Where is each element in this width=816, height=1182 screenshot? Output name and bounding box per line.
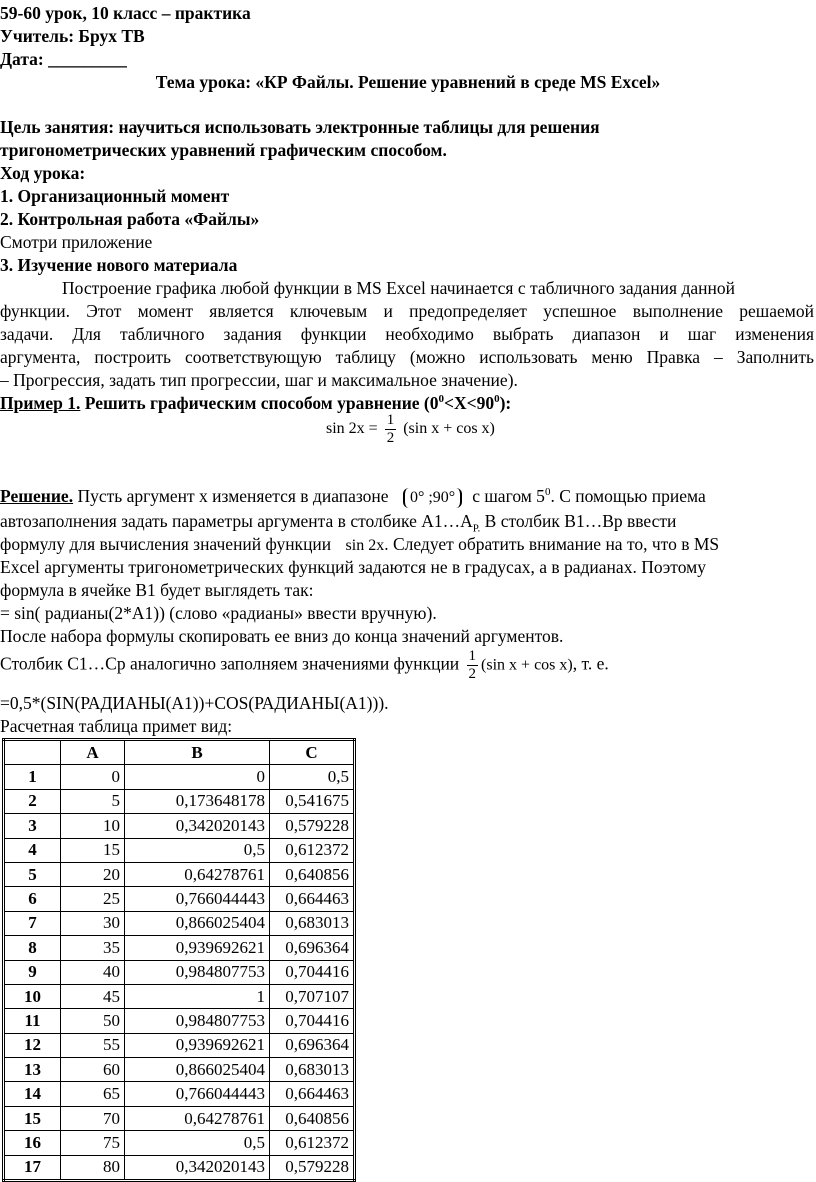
table-row [4, 862, 355, 886]
range-expression: 0° ;90° [403, 488, 462, 508]
table-row [4, 911, 355, 935]
table-row [4, 1106, 355, 1130]
solution-l1c: . С помощью приема [550, 486, 706, 506]
column-c-cell: 0,704416 [270, 1009, 355, 1033]
equation [326, 412, 495, 447]
table-row [4, 1155, 355, 1180]
column-b-cell: 0,984807753 [125, 960, 270, 984]
row-number-cell: 11 [4, 1009, 61, 1033]
table-row [4, 1058, 355, 1082]
row-number-cell: 17 [4, 1155, 61, 1180]
table-row [4, 765, 355, 789]
column-a-cell: 60 [61, 1058, 125, 1082]
column-b-cell: 0,173648178 [125, 789, 270, 813]
solution-l8-func: (sin x + cos x) [481, 656, 573, 674]
column-a-cell: 35 [61, 936, 125, 960]
para1-line-4: аргумента, построить соответствующую таблицу (можно использовать меню Правка – Заполнить [0, 347, 814, 367]
column-a-cell: 80 [61, 1155, 125, 1180]
example-label: Пример 1. [0, 393, 81, 413]
lesson-line: 59-60 урок, 10 класс – практика [0, 3, 251, 23]
example-mid: <X<90 [444, 393, 495, 413]
column-a-cell: 25 [61, 887, 125, 911]
column-b-cell: 0 [125, 765, 270, 789]
para1-line-3: задачи. Для табличного задания функции необходимо выбрать диапазон и шаг изменения [0, 324, 814, 344]
solution-l3a: формулу для вычисления значений функции [0, 534, 332, 554]
column-b-cell: 1 [125, 984, 270, 1008]
example-sup-2: 0 [494, 393, 500, 406]
solution-l2b: В столбик В1…Вр ввести [480, 511, 677, 531]
solution-l2-sub: Р. [472, 522, 481, 535]
table-row [4, 1033, 355, 1057]
solution-func: sin 2x [345, 537, 385, 554]
row-number-cell: 15 [4, 1106, 61, 1130]
equation-fraction [385, 412, 397, 447]
equation-right: (sin x + cos x) [403, 420, 495, 438]
table-header-row [4, 740, 355, 765]
column-b-cell: 0,342020143 [125, 814, 270, 838]
column-a-cell: 50 [61, 1009, 125, 1033]
solution-line-5: формула в ячейке В1 будет выглядеть так: [0, 580, 314, 600]
table-row [4, 814, 355, 838]
row-number-cell: 8 [4, 936, 61, 960]
solution-line-7: После набора формулы скопировать ее вниз до конца значений аргументов. [0, 626, 564, 646]
para1-line-1: Построение графика любой функции в MS Excel начинается с табличного задания данной [62, 278, 735, 298]
column-c-cell: 0,696364 [270, 936, 355, 960]
column-a-cell: 20 [61, 862, 125, 886]
column-b-cell: 0,939692621 [125, 936, 270, 960]
row-number-cell: 5 [4, 862, 61, 886]
table-row [4, 789, 355, 813]
table-header-b: B [125, 740, 270, 765]
example-end: ): [499, 393, 512, 413]
calculation-table [2, 738, 356, 1182]
column-c-cell: 0,707107 [270, 984, 355, 1008]
solution-line-10: Расчетная таблица примет вид: [0, 716, 233, 736]
table-row [4, 1009, 355, 1033]
row-number-cell: 16 [4, 1131, 61, 1155]
column-a-cell: 30 [61, 911, 125, 935]
solution-line-8 [0, 648, 609, 683]
table-row [4, 838, 355, 862]
column-c-cell: 0,5 [270, 765, 355, 789]
column-b-cell: 0,5 [125, 838, 270, 862]
table-header-a: A [61, 740, 125, 765]
column-c-cell: 0,704416 [270, 960, 355, 984]
table-row [4, 936, 355, 960]
column-c-cell: 0,664463 [270, 887, 355, 911]
date-line: Дата: _________ [0, 49, 127, 69]
solution-l8a: Столбик С1…Ср аналогично заполняем значениями функции [0, 653, 460, 674]
course-item-2: 2. Контрольная работа «Файлы» [0, 209, 260, 229]
column-b-cell: 0,64278761 [125, 862, 270, 886]
row-number-cell: 10 [4, 984, 61, 1008]
solution-l8-denominator: 2 [468, 666, 477, 682]
row-number-cell: 12 [4, 1033, 61, 1057]
solution-line-6: = sin( радианы(2*A1)) (слово «радианы» ввести вручную). [0, 603, 437, 623]
row-number-cell: 14 [4, 1082, 61, 1106]
column-b-cell: 0,342020143 [125, 1155, 270, 1180]
column-c-cell: 0,640856 [270, 862, 355, 886]
column-b-cell: 0,866025404 [125, 911, 270, 935]
column-b-cell: 0,939692621 [125, 1033, 270, 1057]
column-b-cell: 0,766044443 [125, 1082, 270, 1106]
para1-line-5: – Прогрессия, задать тип прогрессии, шаг и максимальное значение). [0, 370, 518, 390]
example-text: Решить графическим способом уравнение (0 [80, 393, 439, 413]
column-c-cell: 0,541675 [270, 789, 355, 813]
course-item-2-note: Смотри приложение [0, 232, 153, 252]
solution-l1b: с шагом 5 [472, 486, 545, 506]
row-number-cell: 13 [4, 1058, 61, 1082]
solution-line-4: Excel аргументы тригонометрических функций задаются не в градусах, а в радианах. Поэтому [0, 557, 706, 577]
row-number-cell: 7 [4, 911, 61, 935]
column-a-cell: 45 [61, 984, 125, 1008]
column-a-cell: 40 [61, 960, 125, 984]
column-c-cell: 0,612372 [270, 838, 355, 862]
table-row [4, 960, 355, 984]
solution-l2a: автозаполнения задать параметры аргумента в столбике А1…А [0, 511, 473, 531]
table-row [4, 1131, 355, 1155]
column-c-cell: 0,683013 [270, 911, 355, 935]
column-a-cell: 5 [61, 789, 125, 813]
table-row [4, 984, 355, 1008]
equation-left: sin 2x = [326, 420, 378, 438]
table-row [4, 887, 355, 911]
goal-line-2: тригонометрических уравнений графическим способом. [0, 140, 447, 160]
solution-step-sup: 0 [544, 486, 551, 499]
column-c-cell: 0,579228 [270, 1155, 355, 1180]
row-number-cell: 4 [4, 838, 61, 862]
column-a-cell: 55 [61, 1033, 125, 1057]
solution-line-9: =0,5*(SIN(РАДИАНЫ(A1))+COS(РАДИАНЫ(A1))). [0, 693, 389, 713]
teacher-line: Учитель: Брух ТВ [0, 26, 145, 46]
example-sup-1: 0 [438, 393, 445, 406]
table-header-c: C [270, 740, 355, 765]
column-c-cell: 0,612372 [270, 1131, 355, 1155]
table-row [4, 1082, 355, 1106]
column-b-cell: 0,866025404 [125, 1058, 270, 1082]
course-item-1: 1. Организационный момент [0, 186, 230, 206]
column-b-cell: 0,984807753 [125, 1009, 270, 1033]
course-item-3: 3. Изучение нового материала [0, 255, 238, 275]
column-a-cell: 15 [61, 838, 125, 862]
column-c-cell: 0,683013 [270, 1058, 355, 1082]
course-title: Ход урока: [0, 163, 86, 183]
row-number-cell: 6 [4, 887, 61, 911]
row-number-cell: 1 [4, 765, 61, 789]
column-a-cell: 65 [61, 1082, 125, 1106]
column-c-cell: 0,640856 [270, 1106, 355, 1130]
topic-line: Тема урока: «КР Файлы. Решение уравнений в среде MS Excel» [155, 72, 661, 92]
column-c-cell: 0,696364 [270, 1033, 355, 1057]
column-c-cell: 0,579228 [270, 814, 355, 838]
equation-denominator: 2 [386, 430, 395, 446]
column-b-cell: 0,64278761 [125, 1106, 270, 1130]
column-a-cell: 70 [61, 1106, 125, 1130]
column-b-cell: 0,766044443 [125, 887, 270, 911]
solution-line-2 [0, 510, 676, 533]
solution-l3b: . Следует обратить внимание на то, что в MS [384, 534, 720, 554]
column-b-cell: 0,5 [125, 1131, 270, 1155]
solution-l1a: Пусть аргумент x изменяется в диапазоне [73, 486, 389, 506]
table-header-corner [4, 740, 61, 765]
column-a-cell: 0 [61, 765, 125, 789]
column-c-cell: 0,664463 [270, 1082, 355, 1106]
row-number-cell: 2 [4, 789, 61, 813]
solution-l8-fraction [467, 648, 479, 683]
row-number-cell: 3 [4, 814, 61, 838]
solution-l8b: , т. е. [572, 653, 609, 674]
para1-line-2: функции. Этот момент является ключевым и предопределяет успешное выполнение решаемой [0, 301, 814, 321]
solution-line-1 [0, 485, 814, 508]
solution-line-3 [0, 533, 719, 557]
solution-l8-numerator: 1 [468, 648, 477, 664]
solution-label: Решение. [0, 486, 74, 506]
row-number-cell: 9 [4, 960, 61, 984]
column-a-cell: 10 [61, 814, 125, 838]
goal-line-1: Цель занятия: научиться использовать электронные таблицы для решения [0, 117, 600, 137]
column-a-cell: 75 [61, 1131, 125, 1155]
equation-numerator: 1 [386, 412, 395, 428]
